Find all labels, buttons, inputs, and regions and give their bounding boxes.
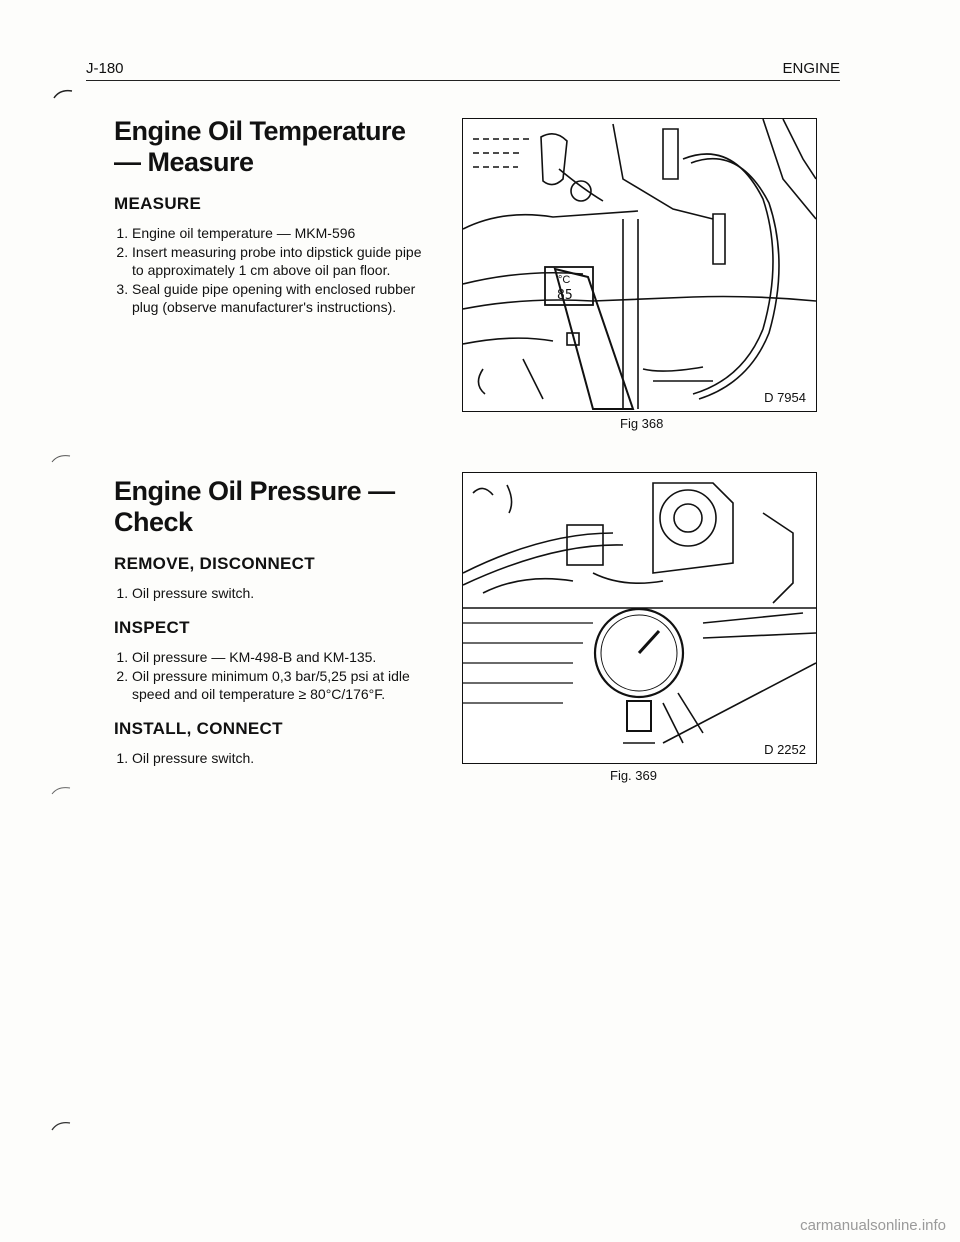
section-title: Engine Oil Temperature — Measure: [114, 116, 406, 177]
figure-code: D 7954: [764, 390, 806, 405]
block-heading: MEASURE: [114, 194, 202, 213]
figure-code: D 2252: [764, 742, 806, 757]
pressure-gauge-illustration: [463, 473, 816, 763]
page-header: [86, 60, 840, 81]
list-item: 1. Oil pressure switch.: [132, 749, 434, 767]
section-oil-pressure: [114, 476, 434, 768]
block-heading: REMOVE, DISCONNECT: [114, 554, 315, 573]
list-item: 2. Oil pressure minimum 0,3 bar/5,25 psi at idle speed and oil temperature ≥ 80°C/176°F.: [132, 667, 434, 703]
figure-369: [462, 472, 817, 764]
thermometer-display: 85: [557, 288, 573, 303]
thermometer-illustration: [463, 119, 816, 411]
list-item: 1. Oil pressure switch.: [132, 584, 434, 602]
section-name: ENGINE: [782, 60, 840, 77]
step-list: [114, 648, 434, 703]
margin-mark-icon: [50, 452, 72, 464]
list-item: 1. Engine oil temperature — MKM-596: [132, 224, 434, 242]
list-item: 3. Seal guide pipe opening with enclosed rubber plug (observe manufacturer's instructions).: [132, 280, 434, 316]
margin-mark-icon: [50, 784, 72, 796]
page-number: J-180: [86, 60, 124, 77]
list-item: 2. Insert measuring probe into dipstick guide pipe to approximately 1 cm above oil pan floor.: [132, 243, 434, 279]
list-item: 1. Oil pressure — KM-498-B and KM-135.: [132, 648, 434, 666]
section-oil-temperature: [114, 116, 434, 317]
step-list: [114, 584, 434, 602]
figure-368: [462, 118, 817, 412]
figure-caption: Fig 368: [620, 416, 664, 431]
margin-mark-icon: [50, 1120, 72, 1132]
step-list: [114, 749, 434, 767]
margin-mark-icon: [52, 88, 74, 100]
step-list: [114, 224, 434, 316]
block-heading: INSTALL, CONNECT: [114, 719, 283, 738]
section-title: Engine Oil Pressure — Check: [114, 476, 395, 537]
watermark: carmanualsonline.info: [800, 1217, 946, 1234]
block-heading: INSPECT: [114, 618, 190, 637]
figure-caption: Fig. 369: [610, 768, 657, 783]
svg-text:°C: °C: [558, 274, 571, 286]
